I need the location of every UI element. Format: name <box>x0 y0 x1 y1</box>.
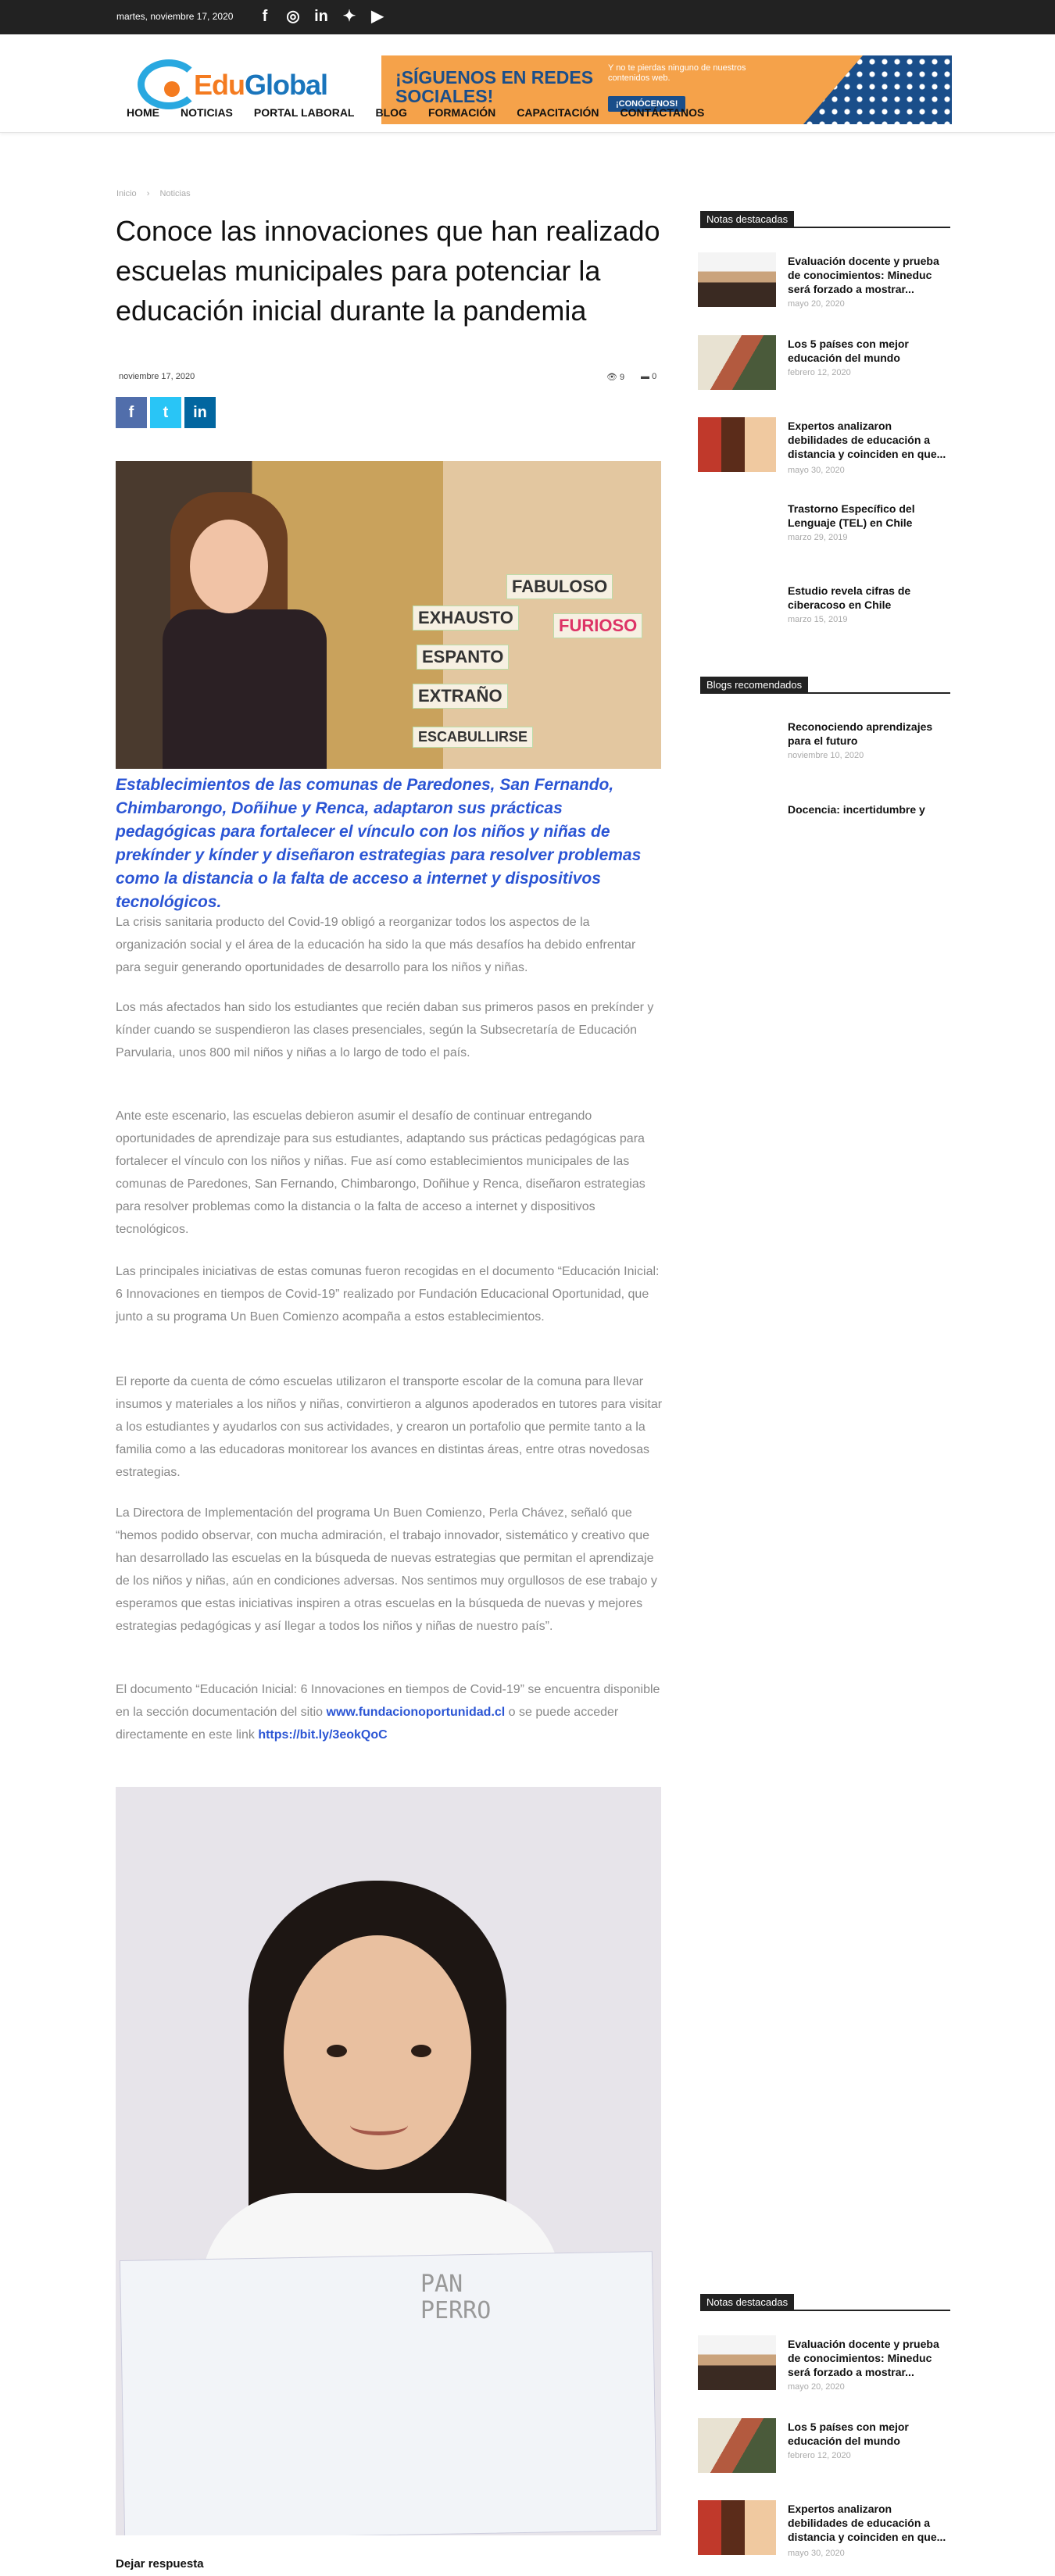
blog-title[interactable]: Docencia: incertidumbre y <box>788 803 925 816</box>
current-date: martes, noviembre 17, 2020 <box>116 11 234 22</box>
link-bitly[interactable]: https://bit.ly/3eokQoC <box>258 1728 388 1742</box>
sidebar-news-item[interactable] <box>698 417 952 480</box>
word-card: EXTRAÑO <box>413 684 508 709</box>
instagram-icon[interactable]: ◎ <box>286 8 300 25</box>
facebook-icon[interactable]: f <box>262 8 268 25</box>
news-date: marzo 15, 2019 <box>788 615 848 624</box>
banner-dots-pattern <box>803 55 952 124</box>
sidebar-blog-item[interactable] <box>698 718 952 781</box>
widget-title-blogs: Blogs recomendados <box>700 677 950 694</box>
logo-wordmark: EduGlobal <box>194 69 328 101</box>
article-lead: Establecimientos de las comunas de Paredones, San Fernando, Chimbarongo, Doñihue y Renca, adaptaron sus prácticas pedagógicas para fortalecer el vínculo con los niños y niñas de prekínder y kínder y diseñaron estrategias para resolver problemas como la distancia o la falta de acceso a internet y dispositivos tecnológicos. <box>116 776 642 911</box>
news-title[interactable]: Expertos analizaron debilidades de educación a distancia y coinciden en que... <box>788 420 946 460</box>
news-thumbnail[interactable] <box>698 335 776 390</box>
share-linkedin-button[interactable]: in <box>184 397 216 428</box>
sidebar-news-item[interactable] <box>698 2418 952 2481</box>
share-twitter-button[interactable]: t <box>150 397 181 428</box>
photo-paper-text: PAN PERRO <box>420 2271 492 2324</box>
sidebar-blog-item[interactable] <box>698 801 952 820</box>
breadcrumb-separator: › <box>146 189 150 198</box>
news-thumbnail[interactable] <box>698 417 776 472</box>
nav-contactanos[interactable]: CONTÁCTANOS <box>620 106 705 119</box>
widget-title-notas-repeat: Notas destacadas <box>700 2294 950 2311</box>
news-date: mayo 20, 2020 <box>788 2382 845 2392</box>
photo-girl-eye <box>327 2045 347 2057</box>
comments-count[interactable]: ▬ 0 <box>641 372 657 381</box>
news-date: febrero 12, 2020 <box>788 368 851 377</box>
news-thumbnail[interactable] <box>698 2335 776 2390</box>
news-title[interactable]: Evaluación docente y prueba de conocimientos: Mineduc será forzado a mostrar... <box>788 2338 939 2378</box>
news-thumbnail[interactable] <box>698 2418 776 2473</box>
article-paragraph: El reporte da cuenta de cómo escuelas utilizaron el transporte escolar de la comuna para llevar insumos y materiales a los niños y niñas, convirtieron a algunos apoderados en tutores para visitar a los estudiantes y ayudarlos con sus actividades, y crearon un portafolio que permite tanto a la familia como a las educadoras monitorear los avances en distintas áreas, entre otras novedosas estrategias. <box>116 1375 663 1479</box>
linkedin-icon[interactable]: in <box>314 8 328 25</box>
youtube-icon[interactable]: ▶ <box>371 8 384 25</box>
news-title[interactable]: Los 5 países con mejor educación del mundo <box>788 2421 909 2447</box>
banner-text: Y no te pierdas ninguno de nuestros contenidos web. <box>608 63 746 83</box>
main-nav <box>127 106 725 119</box>
breadcrumb-noticias[interactable]: Noticias <box>159 189 191 198</box>
share-buttons <box>116 397 216 428</box>
photo-girl-body <box>163 609 327 769</box>
sidebar-news-item[interactable] <box>698 2500 952 2563</box>
link-fundacion[interactable]: www.fundacionoportunidad.cl <box>326 1706 506 1719</box>
news-date: marzo 29, 2019 <box>788 533 848 542</box>
word-card: FABULOSO <box>506 574 613 599</box>
news-date: febrero 12, 2020 <box>788 2451 851 2460</box>
comment-icon: ▬ <box>641 372 649 381</box>
photo-girl-smile <box>350 2115 408 2135</box>
nav-noticias[interactable]: NOTICIAS <box>181 106 233 119</box>
blog-title[interactable]: Reconociendo aprendizajes para el futuro <box>788 720 933 747</box>
news-date: mayo 30, 2020 <box>788 466 845 475</box>
site-header <box>0 34 1055 133</box>
nav-formacion[interactable]: FORMACIÓN <box>427 106 496 119</box>
news-title[interactable]: Trastorno Específico del Lenguaje (TEL) en Chile <box>788 502 915 529</box>
article-paragraph: Las principales iniciativas de estas comunas fueron recogidas en el documento “Educación Inicial: 6 Innovaciones en tiempos de Covid-19” realizado por Fundación Educacional Oportunidad, que junto a su programa Un Buen Comienzo acompaña a estos establecimientos. <box>116 1265 660 1324</box>
news-title[interactable]: Los 5 países con mejor educación del mundo <box>788 338 909 364</box>
article-paragraph: La crisis sanitaria producto del Covid-19 obligó a reorganizar todos los aspectos de la organización social y el área de la educación ha sido la que más desafíos ha debido enfrentar para seguir generando oportunidades de desarrollo para los niños y niñas. <box>116 916 636 974</box>
nav-blog[interactable]: BLOG <box>375 106 407 119</box>
sidebar-news-item[interactable] <box>698 582 952 645</box>
eye-icon: 👁 <box>606 373 617 382</box>
logo-dot <box>164 81 180 97</box>
news-date: mayo 20, 2020 <box>788 299 845 309</box>
article-date: noviembre 17, 2020 <box>119 372 195 381</box>
twitter-icon[interactable]: ✦ <box>342 8 356 25</box>
article-image-girl-portrait <box>116 1787 661 2535</box>
article-paragraph-links: El documento “Educación Inicial: 6 Innovaciones en tiempos de Covid-19” se encuentra disponible en la sección documentación del sitio www.fundacionoportunidad.cl o se puede acceder directamente en este link https://bit.ly/3eokQoC <box>116 1683 660 1742</box>
views-count: 👁 9 <box>606 373 625 382</box>
breadcrumb-home[interactable]: Inicio <box>116 189 137 198</box>
banner-cta[interactable]: ¡CONÓCENOS! <box>608 96 685 112</box>
breadcrumb <box>116 189 198 198</box>
nav-home[interactable]: HOME <box>127 106 159 119</box>
news-date: mayo 30, 2020 <box>788 2549 845 2558</box>
word-card: FURIOSO <box>553 613 642 638</box>
article-title: Conoce las innovaciones que han realizado escuelas municipales para potenciar la educación inicial durante la pandemia <box>116 215 660 327</box>
word-card: ESCABULLIRSE <box>413 727 533 748</box>
photo-paper-sheet <box>120 2251 657 2535</box>
top-bar <box>0 0 1055 34</box>
word-card: EXHAUSTO <box>413 606 519 631</box>
social-links <box>256 7 386 26</box>
article-paragraph: Ante este escenario, las escuelas debieron asumir el desafío de continuar entregando oportunidades de aprendizaje para sus estudiantes, adaptando sus prácticas pedagógicas para fortalecer el vínculo con los niños y niñas. Fue así como establecimientos municipales de las comunas de Paredones, San Fernando, Chimbarongo, Doñihue y Renca, diseñaron estrategias para resolver problemas como la distancia o la falta de acceso a internet y dispositivos tecnológicos. <box>116 1109 646 1236</box>
article-paragraph: Los más afectados han sido los estudiantes que recién daban sus primeros pasos en prekínder y kínder cuando se suspendieron las clases presenciales, según la Subsecretaría de Educación Parvularia, unos 800 mil niños y niñas a lo largo de todo el país. <box>116 1001 654 1059</box>
sidebar-news-item[interactable] <box>698 2335 952 2398</box>
news-thumbnail[interactable] <box>698 252 776 307</box>
article-paragraph: La Directora de Implementación del programa Un Buen Comienzo, Perla Chávez, señaló que “hemos podido observar, con mucha admiración, el trabajo innovador, sistemático y creativo que han desarrollado las escuelas en la búsqueda de nuevas estrategias que permitan el aprendizaje de los niños y niñas, aún en condiciones adversas. Nos sentimos muy orgullosos de ese trabajo y esperamos que estas iniciativas inspiren a otras escuelas en la búsqueda de nuevas y mejores estrategias pedagógicas y así llegar a todos los niños y niñas de nuestro país”. <box>116 1506 657 1633</box>
leave-reply-heading: Dejar respuesta <box>116 2557 204 2571</box>
news-thumbnail[interactable] <box>698 2500 776 2555</box>
blog-date: noviembre 10, 2020 <box>788 751 864 760</box>
share-facebook-button[interactable]: f <box>116 397 147 428</box>
news-title[interactable]: Estudio revela cifras de ciberacoso en Chile <box>788 584 911 611</box>
word-card: ESPANTO <box>417 645 509 670</box>
nav-capacitacion[interactable]: CAPACITACIÓN <box>517 106 599 119</box>
banner-headline: ¡SÍGUENOS EN REDES SOCIALES! <box>395 67 594 106</box>
photo-girl-face <box>190 520 268 613</box>
sidebar-news-item[interactable] <box>698 335 952 398</box>
news-title[interactable]: Evaluación docente y prueba de conocimientos: Mineduc será forzado a mostrar... <box>788 255 939 295</box>
sidebar-news-item[interactable] <box>698 500 952 563</box>
nav-portal-laboral[interactable]: PORTAL LABORAL <box>253 106 355 119</box>
news-title[interactable]: Expertos analizaron debilidades de educación a distancia y coinciden en que... <box>788 2503 946 2543</box>
photo-girl-eye <box>411 2045 431 2057</box>
widget-title-notas: Notas destacadas <box>700 211 950 228</box>
sidebar-news-item[interactable] <box>698 252 952 315</box>
article-image-classroom <box>116 461 661 769</box>
